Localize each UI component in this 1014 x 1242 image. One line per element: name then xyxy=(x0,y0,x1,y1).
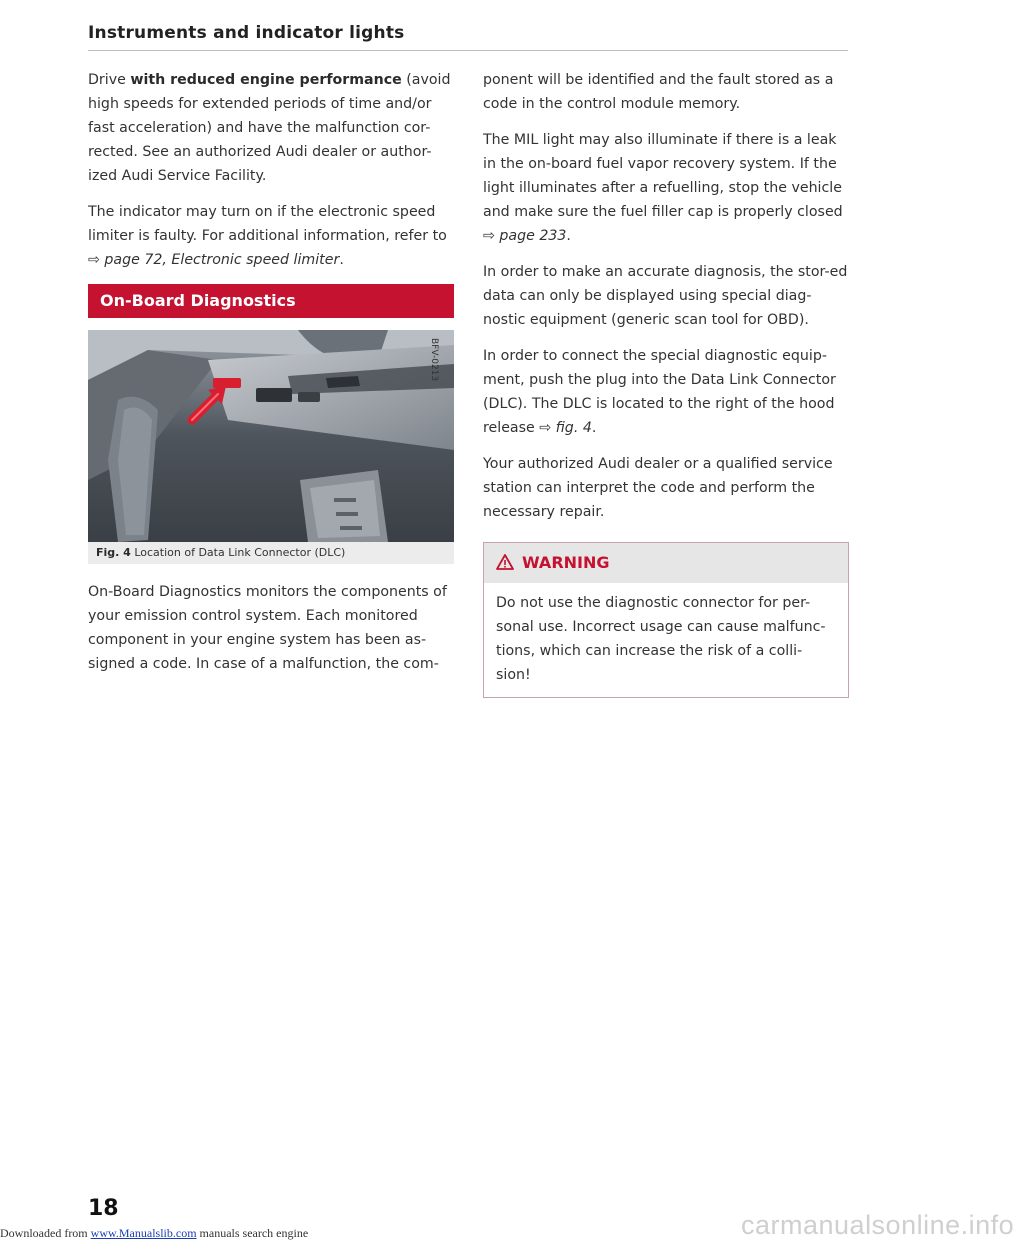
figure-label: Fig. 4 xyxy=(96,546,131,559)
warning-body xyxy=(484,583,848,697)
warning-triangle-icon xyxy=(496,554,514,570)
watermark-text: carmanualsonline.info xyxy=(741,1210,1014,1240)
paragraph-diagnosis: In order to make an accurate diagnosis, the stor-ed data can only be displayed using special diag-nostic equipment (generic scan tool for OBD). xyxy=(483,264,848,328)
paragraph-connect-equipment xyxy=(483,344,849,440)
paragraph-mil-light xyxy=(483,128,849,248)
text-span: In order to connect the special diagnostic equip-ment, push the plug into the Data Link Connector (DLC). The DLC is located to the right of the hood release xyxy=(483,348,836,436)
page-header xyxy=(88,22,848,51)
warning-text: Do not use the diagnostic connector for per-sonal use. Incorrect usage can cause malfunc-tions, which can increase the risk of a colli-sion! xyxy=(496,595,826,683)
page-number: 18 xyxy=(88,1196,119,1221)
header-title: Instruments and indicator lights xyxy=(88,23,405,43)
dlc-photo-illustration xyxy=(88,330,454,542)
left-column xyxy=(88,68,454,688)
section-heading: On-Board Diagnostics xyxy=(88,284,454,318)
dlc-connector-highlight xyxy=(213,378,241,388)
warning-title: WARNING xyxy=(522,553,610,572)
paragraph-speed-limiter xyxy=(88,200,454,272)
page-reference-link[interactable]: ⇨ page 72, Electronic speed limiter xyxy=(88,252,340,268)
right-column xyxy=(483,68,849,698)
text-span: (avoid high speeds for extended periods of time and/or fast acceleration) and have the malfunction cor-rected. See an authorized Audi dealer or author-ized Audi Service Facility. xyxy=(88,72,451,184)
text-span: . xyxy=(591,420,597,436)
figure-caption-text: Location of Data Link Connector (DLC) xyxy=(134,546,346,559)
paragraph-dealer-repair: Your authorized Audi dealer or a qualified service station can interpret the code and perform the necessary repair. xyxy=(483,456,833,520)
figure-reference-link[interactable]: ⇨ fig. 4 xyxy=(539,420,592,436)
figure-caption xyxy=(88,542,454,564)
text-span: Drive xyxy=(88,72,131,88)
manualslib-link[interactable]: www.Manualslib.com xyxy=(90,1226,197,1240)
text-span: . xyxy=(566,228,571,244)
page-reference-link[interactable]: ⇨ page 233 xyxy=(483,228,567,244)
warning-header xyxy=(484,543,848,583)
text-span: The indicator may turn on if the electronic speed limiter is faulty. For additional information, refer to xyxy=(88,204,447,244)
footer-suffix: manuals search engine xyxy=(196,1226,309,1240)
paragraph-fault-stored: ponent will be identified and the fault stored as a code in the control module memory. xyxy=(483,72,834,112)
paragraph-obd-intro: On-Board Diagnostics monitors the components of your emission control system. Each monitored component in your engine system has been as-signed a code. In case of a malfunction, the com- xyxy=(88,584,447,672)
text-span: The MIL light may also illuminate if there is a leak in the on-board fuel vapor recovery system. If the light illuminates after a refuelling, stop the vehicle and make sure the fuel filler cap is properly closed xyxy=(483,132,843,220)
warning-box xyxy=(483,542,849,698)
footer-prefix: Downloaded from xyxy=(0,1226,91,1240)
text-span: . xyxy=(339,252,344,268)
figure-code: BFV-0213 xyxy=(429,338,439,382)
figure-dlc-location xyxy=(88,330,454,542)
paragraph-reduced-performance xyxy=(88,68,454,188)
download-footer xyxy=(0,1226,308,1241)
bold-phrase: with reduced engine performance xyxy=(130,72,402,88)
